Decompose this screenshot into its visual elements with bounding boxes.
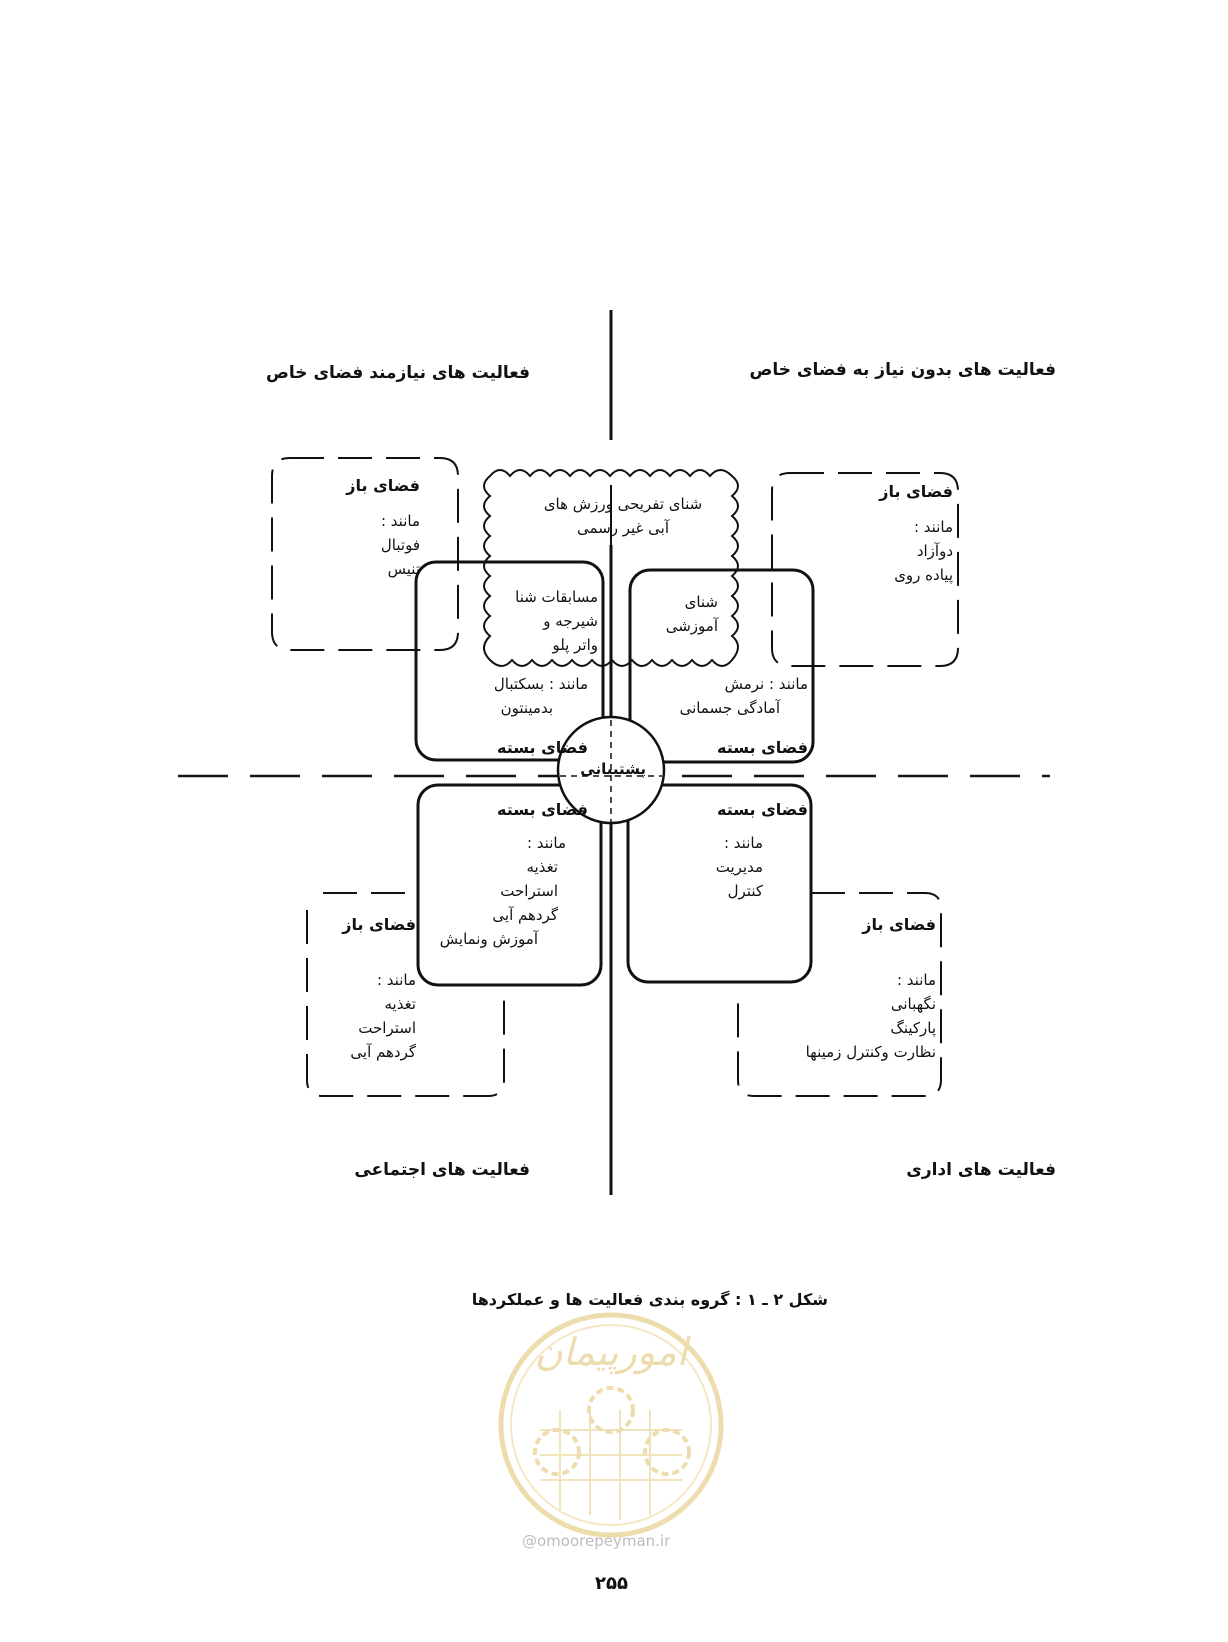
tl-open-item: تنیس bbox=[387, 560, 420, 578]
br-open-head: فضای باز bbox=[862, 915, 936, 934]
br-closed-item: کنترل bbox=[727, 882, 763, 900]
tr-open-item: دوآزاد bbox=[916, 542, 953, 560]
tr-closed-head: فضای بسته bbox=[716, 738, 808, 757]
swim-training-line: شنای bbox=[684, 593, 718, 611]
bl-open-item: استراحت bbox=[358, 1019, 416, 1037]
br-closed-head: فضای بسته bbox=[716, 800, 808, 819]
tl-closed-head: فضای بسته bbox=[496, 738, 588, 757]
tr-open-head: فضای باز bbox=[879, 482, 953, 501]
tr-open-content bbox=[803, 482, 953, 587]
bl-open-item: مانند : bbox=[376, 971, 416, 989]
watermark-url: @omoorepeyman.ir bbox=[522, 1532, 671, 1550]
bl-open-item: گردهم آیی bbox=[350, 1043, 416, 1061]
bl-closed-item: مانند : bbox=[526, 834, 566, 852]
page-number: ۲۵۵ bbox=[595, 1573, 628, 1594]
bl-open-head: فضای باز bbox=[342, 915, 416, 934]
swim-training-line: آموزشی bbox=[665, 617, 718, 635]
tl-open-head: فضای باز bbox=[346, 476, 420, 495]
bl-closed-item: گردهم آیی bbox=[492, 906, 558, 924]
svg-text:امورپیمان: امورپیمان bbox=[534, 1330, 688, 1374]
water-activities-line: شنای تفریحی ورزش های bbox=[543, 495, 703, 513]
br-open-content bbox=[766, 915, 936, 1064]
tl-open-content bbox=[270, 476, 420, 581]
swim-competition-label bbox=[488, 585, 598, 657]
tl-open-item: فوتبال bbox=[380, 536, 420, 554]
br-closed-content bbox=[638, 800, 808, 903]
quadrant-title-bottom-left: فعالیت های اجتماعی bbox=[354, 1160, 530, 1180]
tr-closed-item: مانند : نرمش bbox=[724, 675, 808, 693]
tl-closed-item: بدمینتون bbox=[500, 699, 553, 717]
bl-closed-item: تغذیه bbox=[526, 858, 558, 876]
br-closed-item: مانند : bbox=[723, 834, 763, 852]
water-activities-line: آبی غیر رسمی bbox=[576, 519, 669, 537]
support-label: پشتیبانی bbox=[580, 760, 646, 778]
br-open-item: نگهبانی bbox=[890, 995, 936, 1013]
bl-closed-head: فضای بسته bbox=[496, 800, 588, 819]
watermark-seal bbox=[501, 1315, 721, 1535]
quadrant-title-top-right: فعالیت های بدون نیاز به فضای خاص bbox=[749, 360, 1056, 380]
bl-closed-content bbox=[408, 800, 588, 951]
bl-closed-item: استراحت bbox=[500, 882, 558, 900]
br-open-item: مانند : bbox=[896, 971, 936, 989]
br-open-item: پارکینگ bbox=[890, 1019, 936, 1037]
bl-open-item: تغذیه bbox=[384, 995, 416, 1013]
water-activities-label bbox=[508, 492, 738, 540]
quadrant-title-bottom-right: فعالیت های اداری bbox=[906, 1160, 1056, 1180]
figure-caption: شکل ۲ ـ ۱ : گروه بندی فعالیت ها و عملکردها bbox=[471, 1290, 828, 1309]
swim-training-label bbox=[628, 590, 718, 638]
tr-closed-item: آمادگی جسمانی bbox=[679, 699, 780, 717]
quadrant-title-top-left: فعالیت های نیازمند فضای خاص bbox=[266, 363, 530, 383]
swim-competition-line: شیرجه و bbox=[543, 612, 598, 630]
swim-competition-line: واتر پلو bbox=[552, 636, 598, 654]
bl-open-content bbox=[266, 915, 416, 1064]
tl-open-item: مانند : bbox=[380, 512, 420, 530]
tl-closed-item: مانند : بسکتبال bbox=[493, 675, 588, 693]
tr-open-item: پیاده روی bbox=[894, 566, 953, 584]
tl-closed-content bbox=[418, 672, 588, 720]
bl-closed-item: آموزش ونمایش bbox=[439, 930, 538, 948]
br-open-item: نظارت وکنترل زمینها bbox=[805, 1043, 936, 1061]
swim-competition-line: مسابقات شنا bbox=[515, 588, 598, 606]
tr-closed-content bbox=[638, 672, 808, 720]
tr-open-item: مانند : bbox=[913, 518, 953, 536]
br-closed-item: مدیریت bbox=[715, 858, 763, 876]
